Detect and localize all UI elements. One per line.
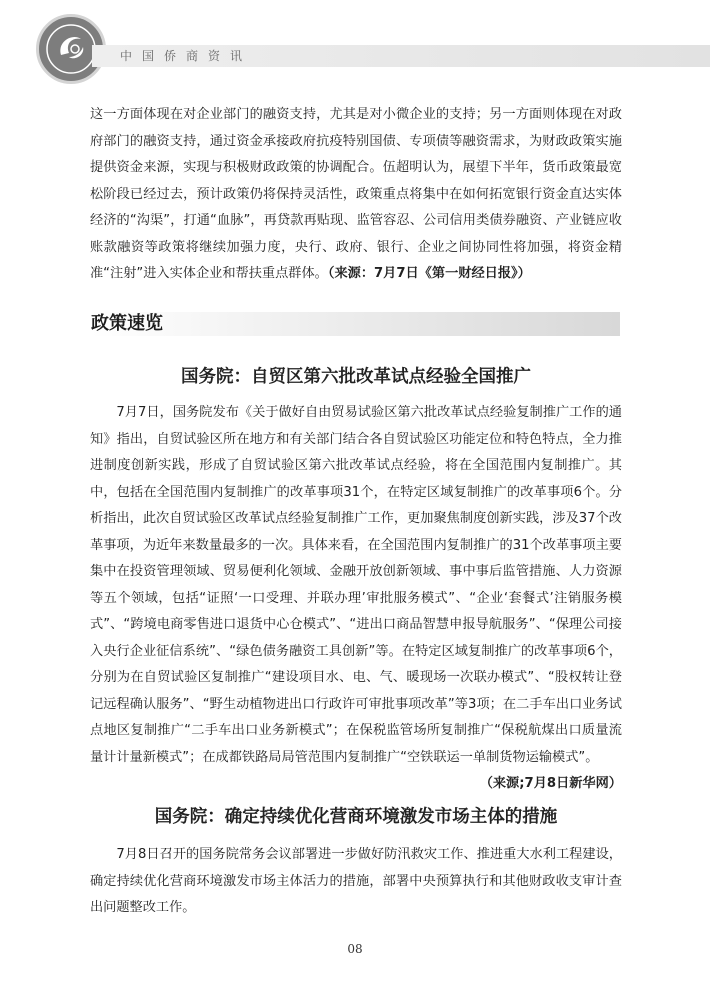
page-number: 08 <box>347 942 363 956</box>
article2-body: 7月8日召开的国务院常务会议部署进一步做好防汛救灾工作、推进重大水利工程建设，确定持续优化营商环境激发市场主体活力的措施，部署中央预算执行和其他财政收支审计查出问题整改工作。 <box>90 847 622 915</box>
publication-title: 中国侨商资讯 <box>120 49 253 63</box>
page-header <box>0 0 710 110</box>
intro-text: 这一方面体现在对企业部门的融资支持，尤其是对小微企业的支持；另一方面则体现在对政府部门的融资支持，通过资金承接政府抗疫特别国债、专项债等融资需求，为财政政策实施提供资金来源，实现与积极财政政策的协调配合。伍超明认为，展望下半年，货币政策最宽松阶段已经过去，预计政策仍将保持灵活性，政策重点将集中在如何拓宽银行资金直达实体经济的“沟渠”，打通“血脉”，再贷款再贴现、监管容忍、公司信用类债券融资、产业链应收账款融资等政策将继续加强力度，央行、政府、银行、企业之间协同性将加强，将资金精准“注射”进入实体企业和帮扶重点群体。 <box>90 107 622 281</box>
article1-text: 7月7日，国务院发布《关于做好自由贸易试验区第六批改革试点经验复制推广工作的通知》指出，自贸试验区所在地方和有关部门结合各自贸试验区功能定位和特色特点，全力推进制度创新实践，形成了自贸试验区第六批改革试点经验，将在全国范围内复制推广。其中，包括在全国范围内复制推广的改革事项31个，在特定区域复制推广的改革事项6个。分析指出，此次自贸试验区改革试点经验复制推广工作，更加聚焦制度创新实践，涉及37个改革事项，为近年来数量最多的一次。具体来看，在全国范围内复制推广的31个改革事项主要集中在投资管理领域、贸易便利化领域、金融开放创新领域、事中事后监管措施、人力资源等五个领域，包括“证照‘一口受理、并联办理’审批服务模式”、“企业‘套餐式’注销服务模式”、“跨境电商零售进口退货中心仓模式”、“进出口商品智慧申报导航服务”、“保理公司接入央行企业征信系统”、“绿色债务融资工具创新”等。在特定区域复制推广的改革事项6个，分别为在自贸试验区复制推广“建设项目水、电、气、暖现场一次联办模式”、“股权转让登记远程确认服务”、“野生动植物进出口行政许可审批事项改革”等3项；在二手车出口业务试点地区复制推广“二手车出口业务新模式”；在保税监管场所复制推广“保税航煤出口质量流量计计量新模式”；在成都铁路局局管范围内复制推广“空铁联运一单制货物运输模式”。 <box>90 405 622 765</box>
article1-headline: 国务院：自贸区第六批改革试点经验全国推广 <box>181 367 531 387</box>
intro-paragraph <box>90 102 622 288</box>
intro-source: （来源：7月7日《第一财经日报》） <box>327 266 531 281</box>
article1-body <box>90 400 622 798</box>
section-bar <box>90 312 620 336</box>
article2-headline: 国务院：确定持续优化营商环境激发市场主体的措施 <box>154 807 558 827</box>
article1-source: （来源;7月8日新华网） <box>479 776 622 791</box>
section-title: 政策速览 <box>91 313 163 334</box>
